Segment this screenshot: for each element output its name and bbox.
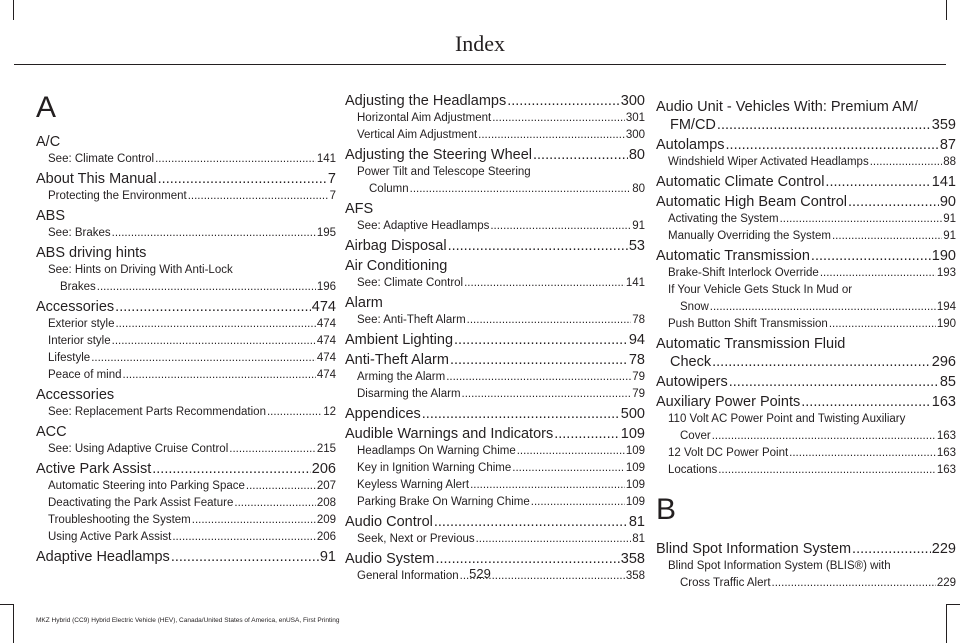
entry-text: Blind Spot Information System <box>656 541 852 557</box>
entry-text: Appendices <box>345 406 421 422</box>
index-entry <box>36 460 336 478</box>
index-subentry <box>36 333 336 350</box>
index-entry <box>345 92 645 110</box>
page-reference: 194 <box>936 301 956 313</box>
index-subentry <box>656 445 956 462</box>
dot-leader <box>467 312 632 329</box>
index-subentry <box>36 441 336 458</box>
page-reference: 206 <box>311 461 336 477</box>
index-entry <box>345 513 645 531</box>
entry-text: See: Hints on Driving With Anti-Lock <box>48 264 233 276</box>
page-title: Index <box>454 31 506 56</box>
dot-leader <box>729 373 939 391</box>
index-subentry <box>36 151 336 168</box>
page-reference: 81 <box>628 514 645 530</box>
page-reference: 94 <box>628 332 645 348</box>
index-entry <box>656 173 956 191</box>
dot-leader <box>780 211 943 228</box>
page-reference: 79 <box>632 388 645 400</box>
page-reference: 193 <box>936 267 956 279</box>
page-reference: 78 <box>628 352 645 368</box>
dot-leader <box>115 316 315 333</box>
page-reference: 91 <box>632 220 645 232</box>
page-reference: 296 <box>931 354 956 370</box>
page-reference: 301 <box>625 112 645 124</box>
dot-leader <box>717 116 931 134</box>
crop-mark-top-right-vertical <box>946 0 947 20</box>
dot-leader <box>852 540 931 558</box>
entry-continuation-text: Cover <box>680 430 711 442</box>
entry-text: Accessories <box>36 387 115 403</box>
dot-leader <box>829 316 936 333</box>
crop-mark-top-left-vertical <box>13 0 14 20</box>
entry-text: Headlamps On Warning Chime <box>357 445 516 457</box>
entry-text: Lifestyle <box>48 352 91 364</box>
entry-text: Push Button Shift Transmission <box>668 318 828 330</box>
dot-leader <box>188 188 329 205</box>
entry-text: Ambient Lighting <box>345 332 454 348</box>
page-reference: 474 <box>316 352 336 364</box>
dot-leader <box>267 404 322 421</box>
dot-leader <box>517 443 625 460</box>
dot-leader <box>801 393 931 411</box>
entry-text: Automatic Climate Control <box>656 174 825 190</box>
page-reference: 91 <box>943 213 956 225</box>
index-subentry <box>36 478 336 495</box>
index-entry <box>345 237 645 255</box>
entry-text: Automatic High Beam Control <box>656 194 847 210</box>
index-subentry <box>345 369 645 386</box>
index-entry <box>656 373 956 391</box>
dot-leader <box>512 460 625 477</box>
index-entry <box>36 386 336 404</box>
index-subentry <box>36 188 336 205</box>
page-reference: 208 <box>316 497 336 509</box>
dot-leader <box>422 405 620 423</box>
page-reference: 474 <box>316 369 336 381</box>
page-reference: 163 <box>936 430 956 442</box>
index-entry <box>656 136 956 154</box>
index-entry <box>656 393 956 411</box>
dot-leader <box>446 369 631 386</box>
index-subentry <box>345 164 645 198</box>
page-reference: 300 <box>620 93 645 109</box>
footer-text: MKZ Hybrid (CC9) Hybrid Electric Vehicle (HEV), Canada/United States of America, enUSA, First Printing <box>36 617 340 624</box>
dot-leader <box>112 333 316 350</box>
page-reference: 109 <box>625 479 645 491</box>
dot-leader <box>171 548 319 566</box>
page-reference: 190 <box>931 248 956 264</box>
page-reference: 109 <box>620 426 645 442</box>
dot-leader <box>718 462 936 479</box>
crop-mark-bottom-right-vertical <box>946 604 947 643</box>
entry-text: Automatic Steering into Parking Space <box>48 480 245 492</box>
index-subentry <box>345 275 645 292</box>
dot-leader <box>450 351 628 369</box>
dot-leader <box>492 110 625 127</box>
page-reference: 7 <box>327 171 336 187</box>
index-subentry <box>656 154 956 171</box>
page-reference: 358 <box>625 570 645 582</box>
index-subentry <box>345 477 645 494</box>
page-reference: 206 <box>316 531 336 543</box>
page-reference: 300 <box>625 129 645 141</box>
entry-text: See: Replacement Parts Recommendation <box>48 406 266 418</box>
page-reference: 209 <box>316 514 336 526</box>
entry-text: See: Brakes <box>48 227 111 239</box>
entry-text: Autowipers <box>656 374 728 390</box>
entry-text: Airbag Disposal <box>345 238 447 254</box>
entry-text: Manually Overriding the System <box>668 230 831 242</box>
dot-leader <box>448 237 628 255</box>
dot-leader <box>112 225 316 242</box>
index-subentry <box>656 228 956 245</box>
entry-text: Peace of mind <box>48 369 122 381</box>
header-rule <box>14 64 946 65</box>
index-entry <box>345 331 645 349</box>
dot-leader <box>155 151 316 168</box>
page-reference: 90 <box>939 194 956 210</box>
entry-continuation-line <box>656 116 956 134</box>
entry-text: Disarming the Alarm <box>357 388 461 400</box>
dot-leader <box>470 477 625 494</box>
entry-text: A/C <box>36 134 61 150</box>
index-subentry <box>36 316 336 333</box>
entry-text: 12 Volt DC Power Point <box>668 447 789 459</box>
entry-text: Using Active Park Assist <box>48 531 172 543</box>
dot-leader <box>410 181 632 198</box>
dot-leader <box>478 127 625 144</box>
dot-leader <box>554 425 620 443</box>
index-entry <box>36 170 336 188</box>
entry-text: Brake-Shift Interlock Override <box>668 267 819 279</box>
dot-leader <box>192 512 316 529</box>
entry-text: Blind Spot Information System (BLIS®) with <box>668 560 891 572</box>
entry-text: Adaptive Headlamps <box>36 549 170 565</box>
index-subentry <box>36 225 336 242</box>
dot-leader <box>490 218 631 235</box>
page-reference: 78 <box>632 314 645 326</box>
page-reference: 474 <box>311 299 336 315</box>
entry-text: See: Anti-Theft Alarm <box>357 314 466 326</box>
index-entry <box>656 247 956 265</box>
index-subentry <box>345 386 645 403</box>
entry-text: Automatic Transmission Fluid <box>656 336 846 352</box>
entry-text: Alarm <box>345 295 383 311</box>
index-entry <box>36 423 336 441</box>
index-subentry <box>656 411 956 445</box>
entry-text: Automatic Transmission <box>656 248 810 264</box>
entry-text: Interior style <box>48 335 111 347</box>
index-subentry <box>36 404 336 421</box>
entry-text: About This Manual <box>36 171 157 187</box>
entry-text: Adjusting the Steering Wheel <box>345 147 532 163</box>
index-subentry <box>36 529 336 546</box>
index-subentry <box>36 512 336 529</box>
entry-text: Key in Ignition Warning Chime <box>357 462 512 474</box>
entry-text: See: Climate Control <box>48 153 155 165</box>
entry-text: Active Park Assist <box>36 461 152 477</box>
entry-text: Accessories <box>36 299 115 315</box>
dot-leader <box>464 275 625 292</box>
index-column-2 <box>345 90 645 585</box>
page-reference: 196 <box>316 281 336 293</box>
section-letter: B <box>656 493 677 526</box>
index-subentry <box>36 350 336 367</box>
entry-text: Anti-Theft Alarm <box>345 352 449 368</box>
entry-text: See: Adaptive Headlamps <box>357 220 490 232</box>
entry-text: Audio System <box>345 551 435 567</box>
index-entry <box>36 207 336 225</box>
page-reference: 85 <box>939 374 956 390</box>
dot-leader <box>832 228 942 245</box>
entry-continuation-text: Cross Traffic Alert <box>680 577 771 589</box>
page-number: 529 <box>469 566 491 581</box>
crop-mark-bottom-left-vertical <box>13 604 14 643</box>
dot-leader <box>97 279 316 296</box>
page-reference: 79 <box>632 371 645 383</box>
index-entry <box>345 351 645 369</box>
page-reference: 109 <box>625 462 645 474</box>
index-subentry <box>656 211 956 228</box>
dot-leader <box>533 146 628 164</box>
entry-text: Auxiliary Power Points <box>656 394 801 410</box>
entry-text: ABS driving hints <box>36 245 147 261</box>
entry-text: Exterior style <box>48 318 115 330</box>
page-reference: 229 <box>931 541 956 557</box>
index-subentry <box>345 312 645 329</box>
page-reference: 500 <box>620 406 645 422</box>
entry-text: Troubleshooting the System <box>48 514 191 526</box>
index-column-3 <box>656 96 956 592</box>
page-reference: 163 <box>936 447 956 459</box>
page-reference: 109 <box>625 496 645 508</box>
entry-continuation-text: FM/CD <box>670 117 716 133</box>
entry-text: Air Conditioning <box>345 258 448 274</box>
entry-text: Autolamps <box>656 137 725 153</box>
entry-text: Horizontal Aim Adjustment <box>357 112 492 124</box>
page-reference: 91 <box>319 549 336 565</box>
index-subentry <box>656 462 956 479</box>
entry-text: Seek, Next or Previous <box>357 533 475 545</box>
page-reference: 87 <box>939 137 956 153</box>
entry-text: 110 Volt AC Power Point and Twisting Auxiliary <box>668 413 906 425</box>
dot-leader <box>476 531 632 548</box>
dot-leader <box>848 193 939 211</box>
index-entry <box>656 193 956 211</box>
entry-text: Protecting the Environment <box>48 190 187 202</box>
entry-text: See: Climate Control <box>357 277 464 289</box>
index-subentry <box>345 443 645 460</box>
entry-text: Audio Control <box>345 514 433 530</box>
dot-leader <box>712 353 931 371</box>
entry-text: Locations <box>668 464 718 476</box>
entry-text: Arming the Alarm <box>357 371 446 383</box>
index-entry <box>656 540 956 558</box>
entry-text: Keyless Warning Alert <box>357 479 470 491</box>
index-entry <box>36 548 336 566</box>
entry-text: ABS <box>36 208 66 224</box>
dot-leader <box>870 154 943 171</box>
dot-leader <box>454 331 628 349</box>
entry-continuation-line <box>668 299 956 316</box>
entry-text: AFS <box>345 201 374 217</box>
index-subentry <box>345 531 645 548</box>
index-subentry <box>345 110 645 127</box>
page-reference: 141 <box>316 153 336 165</box>
dot-leader <box>531 494 625 511</box>
entry-text: Adjusting the Headlamps <box>345 93 507 109</box>
page-reference: 88 <box>943 156 956 168</box>
dot-leader <box>123 367 316 384</box>
dot-leader <box>158 170 327 188</box>
index-entry <box>345 405 645 423</box>
index-subentry <box>656 265 956 282</box>
page-reference: 474 <box>316 318 336 330</box>
index-entry <box>345 425 645 443</box>
index-subentry <box>656 282 956 316</box>
page-reference: 109 <box>625 445 645 457</box>
page-reference: 163 <box>931 394 956 410</box>
entry-text: Parking Brake On Warning Chime <box>357 496 530 508</box>
dot-leader <box>434 513 628 531</box>
dot-leader <box>825 173 930 191</box>
dot-leader <box>462 386 632 403</box>
crop-mark-bottom-left-horizontal <box>0 604 14 605</box>
page-reference: 358 <box>620 551 645 567</box>
dot-leader <box>246 478 316 495</box>
dot-leader <box>811 247 931 265</box>
index-subentry <box>36 495 336 512</box>
dot-leader <box>91 350 316 367</box>
entry-text: Audible Warnings and Indicators <box>345 426 554 442</box>
page-reference: 190 <box>936 318 956 330</box>
dot-leader <box>789 445 936 462</box>
page-reference: 80 <box>628 147 645 163</box>
index-column-1 <box>36 90 336 566</box>
index-subentry <box>656 316 956 333</box>
entry-text: Windshield Wiper Activated Headlamps <box>668 156 869 168</box>
page-reference: 141 <box>625 277 645 289</box>
page-reference: 141 <box>931 174 956 190</box>
entry-continuation-text: Brakes <box>60 281 96 293</box>
page-reference: 229 <box>936 577 956 589</box>
page-reference: 53 <box>628 238 645 254</box>
crop-mark-bottom-right-horizontal <box>946 604 960 605</box>
entry-continuation-line <box>357 181 645 198</box>
entry-text: ACC <box>36 424 67 440</box>
page-reference: 12 <box>323 406 336 418</box>
entry-text: If Your Vehicle Gets Stuck In Mud or <box>668 284 853 296</box>
entry-text: See: Using Adaptive Cruise Control <box>48 443 229 455</box>
dot-leader <box>712 428 936 445</box>
page-reference: 207 <box>316 480 336 492</box>
index-entry <box>36 298 336 316</box>
index-entry <box>345 294 645 312</box>
entry-continuation-line <box>656 353 956 371</box>
page-reference: 215 <box>316 443 336 455</box>
page-reference: 81 <box>632 533 645 545</box>
entry-text: Deactivating the Park Assist Feature <box>48 497 234 509</box>
dot-leader <box>710 299 936 316</box>
entry-continuation-text: Check <box>670 354 712 370</box>
index-subentry <box>345 460 645 477</box>
index-subentry <box>345 494 645 511</box>
entry-text: General Information <box>357 570 459 582</box>
entry-continuation-text: Snow <box>680 301 709 313</box>
index-entry <box>345 257 645 275</box>
index-entry <box>36 133 336 151</box>
page-reference: 80 <box>632 183 645 195</box>
entry-continuation-text: Column <box>369 183 409 195</box>
index-entry <box>36 244 336 262</box>
dot-leader <box>115 298 311 316</box>
index-subentry <box>36 367 336 384</box>
entry-continuation-line <box>668 428 956 445</box>
page-reference: 91 <box>943 230 956 242</box>
entry-continuation-line <box>48 279 336 296</box>
entry-text: Activating the System <box>668 213 779 225</box>
dot-leader <box>152 460 311 478</box>
index-entry <box>656 98 956 134</box>
dot-leader <box>820 265 936 282</box>
dot-leader <box>172 529 315 546</box>
entry-text: Audio Unit - Vehicles With: Premium AM/ <box>656 99 918 115</box>
dot-leader <box>229 441 316 458</box>
dot-leader <box>726 136 939 154</box>
page-reference: 474 <box>316 335 336 347</box>
entry-text: Power Tilt and Telescope Steering <box>357 166 531 178</box>
index-subentry <box>345 218 645 235</box>
page-reference: 359 <box>931 117 956 133</box>
page-reference: 7 <box>329 190 336 202</box>
index-entry <box>656 335 956 371</box>
dot-leader <box>507 92 620 110</box>
page-reference: 195 <box>316 227 336 239</box>
index-subentry <box>36 262 336 296</box>
index-subentry <box>345 127 645 144</box>
dot-leader <box>234 495 315 512</box>
page-reference: 163 <box>936 464 956 476</box>
section-letter: A <box>36 91 57 124</box>
index-entry <box>345 146 645 164</box>
entry-text: Vertical Aim Adjustment <box>357 129 478 141</box>
index-entry <box>345 200 645 218</box>
